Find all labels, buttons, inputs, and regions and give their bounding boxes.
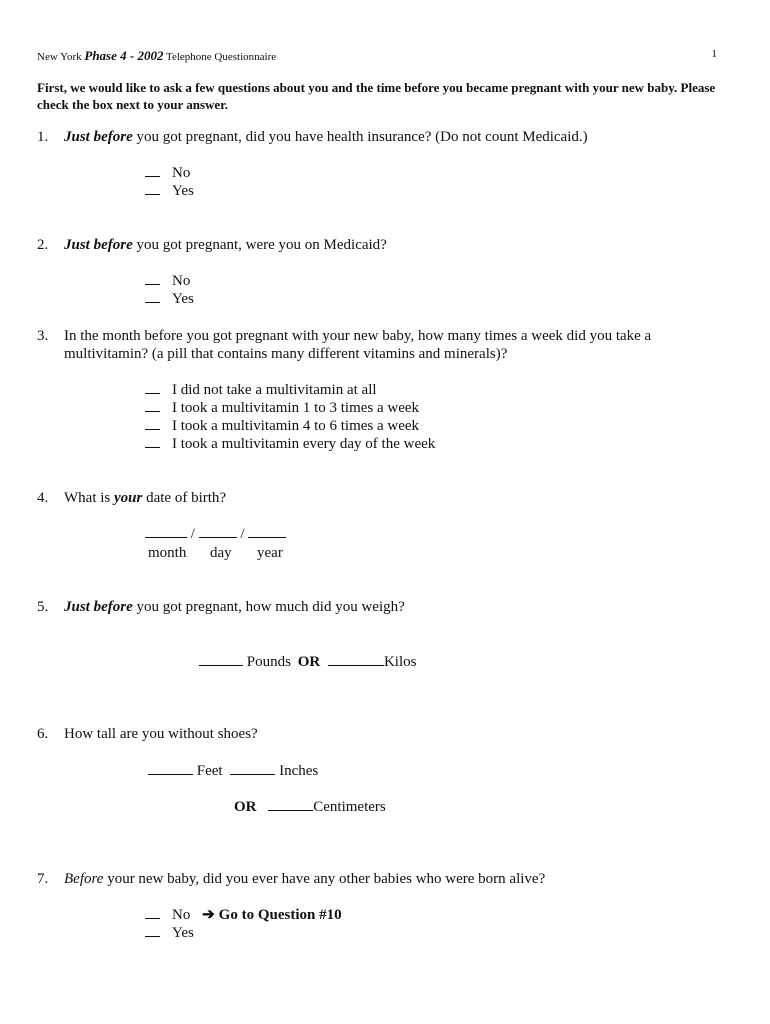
check-blank[interactable] xyxy=(145,924,160,937)
kilos-label: Kilos xyxy=(383,654,417,670)
check-blank[interactable] xyxy=(145,381,160,394)
option-label: I took a multivitamin every day of the week xyxy=(172,436,436,452)
q1-option-no[interactable] xyxy=(145,164,190,182)
feet-label: Feet xyxy=(196,763,223,779)
q2-option-no[interactable] xyxy=(145,272,190,290)
q7-option-no[interactable] xyxy=(145,906,342,924)
question-7 xyxy=(37,870,717,888)
question-number: 3. xyxy=(37,328,49,344)
page-number: 1 xyxy=(711,48,717,60)
question-4 xyxy=(37,489,717,507)
q3-option-2[interactable] xyxy=(145,399,419,417)
question-text: you got pregnant, were you on Medicaid? xyxy=(132,237,387,253)
height-row xyxy=(148,761,318,780)
q3-option-4[interactable] xyxy=(145,435,435,453)
q2-option-yes[interactable] xyxy=(145,290,194,308)
question-text: your new baby, did you ever have any other babies who were born alive? xyxy=(103,871,546,887)
height-cm-row xyxy=(234,797,386,816)
question-text: you got pregnant, did you have health insurance? (Do not count Medicaid.) xyxy=(132,129,588,145)
arrow-right-icon: ➔ xyxy=(202,907,215,923)
question-number: 5. xyxy=(37,599,49,615)
inches-label: Inches xyxy=(279,763,319,779)
skip-instruction: Go to Question #10 xyxy=(218,907,342,923)
option-label: Yes xyxy=(172,291,194,307)
q1-option-yes[interactable] xyxy=(145,182,194,200)
emphasis: your xyxy=(114,490,143,506)
dob-blanks xyxy=(145,524,286,543)
question-1 xyxy=(37,128,717,146)
question-number: 2. xyxy=(37,237,49,253)
question-text: What is xyxy=(64,490,114,506)
option-label: Yes xyxy=(172,183,194,199)
or-label: OR xyxy=(234,799,257,815)
check-blank[interactable] xyxy=(145,182,160,195)
option-label: I took a multivitamin 1 to 3 times a week xyxy=(172,400,420,416)
day-input[interactable] xyxy=(199,524,237,538)
q7-option-yes[interactable] xyxy=(145,924,194,942)
feet-input[interactable] xyxy=(148,761,193,775)
q3-option-1[interactable] xyxy=(145,381,377,399)
question-2 xyxy=(37,236,717,254)
inches-input[interactable] xyxy=(230,761,275,775)
year-input[interactable] xyxy=(248,524,286,538)
weight-row xyxy=(199,652,416,671)
question-5 xyxy=(37,598,717,616)
pounds-input[interactable] xyxy=(199,652,243,666)
or-label: OR xyxy=(297,654,321,670)
emphasis: Before xyxy=(64,871,104,887)
option-label: I did not take a multivitamin at all xyxy=(172,382,377,398)
check-blank[interactable] xyxy=(145,290,160,303)
dob-label-year: year xyxy=(257,545,283,561)
dob-label-month: month xyxy=(148,545,187,561)
header-phase: Phase 4 - 2002 xyxy=(84,48,164,63)
question-3 xyxy=(37,327,677,363)
emphasis: Just before xyxy=(64,129,133,145)
pounds-label: Pounds xyxy=(246,654,291,670)
emphasis: Just before xyxy=(64,599,133,615)
option-label: No xyxy=(172,907,191,923)
question-number: 1. xyxy=(37,129,49,145)
question-text: How tall are you without shoes? xyxy=(64,726,258,742)
slash: / xyxy=(240,526,245,542)
q3-option-3[interactable] xyxy=(145,417,419,435)
question-6 xyxy=(37,725,717,743)
question-text: you got pregnant, how much did you weigh? xyxy=(132,599,405,615)
question-text-end: date of birth? xyxy=(142,490,227,506)
header-prefix: New York xyxy=(37,51,82,63)
header-suffix: Telephone Questionnaire xyxy=(166,51,277,63)
question-text: In the month before you got pregnant with your new baby, how many times a week did you take a multivitamin? (a pill that contains many different vitamins and minerals)? xyxy=(64,328,652,362)
emphasis: Just before xyxy=(64,237,133,253)
dob-label-day: day xyxy=(210,545,232,561)
slash: / xyxy=(190,526,195,542)
check-blank[interactable] xyxy=(145,435,160,448)
centimeters-input[interactable] xyxy=(268,797,313,811)
intro-text: First, we would like to ask a few questions about you and the time before you became pregnant with your new baby. Please check the box next to your answer. xyxy=(37,80,716,112)
check-blank[interactable] xyxy=(145,272,160,285)
month-input[interactable] xyxy=(145,524,187,538)
check-blank[interactable] xyxy=(145,399,160,412)
option-label: No xyxy=(172,165,191,181)
option-label: Yes xyxy=(172,925,194,941)
centimeters-label: Centimeters xyxy=(313,799,386,815)
option-label: I took a multivitamin 4 to 6 times a week xyxy=(172,418,420,434)
check-blank[interactable] xyxy=(145,164,160,177)
page-header xyxy=(37,48,276,64)
check-blank[interactable] xyxy=(145,906,160,919)
question-number: 4. xyxy=(37,490,49,506)
check-blank[interactable] xyxy=(145,417,160,430)
question-number: 7. xyxy=(37,871,49,887)
question-number: 6. xyxy=(37,726,49,742)
kilos-input[interactable] xyxy=(328,652,384,666)
option-label: No xyxy=(172,273,191,289)
